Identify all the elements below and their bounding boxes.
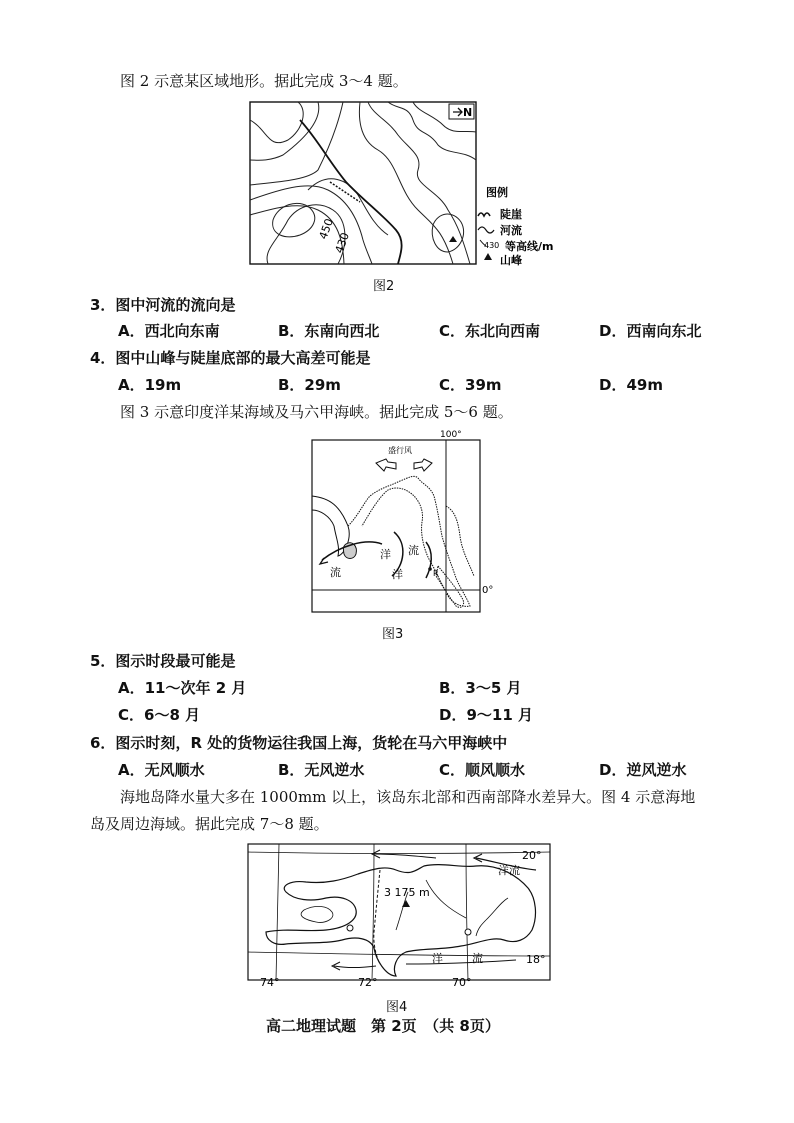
current-label-yang-1: 洋 <box>380 548 391 561</box>
question-3-option-a[interactable]: A．西北向东南 <box>118 322 220 340</box>
question-6-option-b[interactable]: B．无风逆水 <box>278 761 365 779</box>
lat-18-label: 18° <box>526 953 546 966</box>
question-6-stem: 6．图示时刻，R 处的货物运往我国上海，货轮在马六甲海峡中 <box>90 734 508 752</box>
question-4-option-c[interactable]: C．39m <box>439 376 502 394</box>
question-6-option-c[interactable]: C．顺风顺水 <box>439 761 526 779</box>
question-3-stem: 3．图中河流的流向是 <box>90 296 236 314</box>
question-5-option-b[interactable]: B．3～5 月 <box>439 679 522 697</box>
point-r-marker <box>428 567 432 571</box>
legend-contour-value: 430 <box>484 241 500 250</box>
lat-20-label: 20° <box>522 849 542 862</box>
question-5-option-c[interactable]: C．6～8 月 <box>118 706 201 724</box>
question-4-option-a[interactable]: A．19m <box>118 376 182 394</box>
peak-icon <box>449 236 457 242</box>
figure-3-indian-ocean-map <box>310 426 500 614</box>
legend-peak: 山峰 <box>500 254 522 267</box>
question-4-option-b[interactable]: B．29m <box>278 376 341 394</box>
latitude-0-label: 0° <box>482 585 494 596</box>
question-3-option-c[interactable]: C．东北向西南 <box>439 322 541 340</box>
peak-legend-icon <box>484 253 492 260</box>
figure-4-hispaniola-map <box>246 840 556 988</box>
lon-70-label: 70° <box>452 976 472 989</box>
intro-fig3: 图 3 示意印度洋某海域及马六甲海峡。据此完成 5～6 题。 <box>120 403 513 421</box>
current-label-south-liu: 流 <box>472 952 483 965</box>
lon-74-label: 74° <box>260 976 280 989</box>
north-label: N <box>463 106 473 119</box>
current-label-south-yang: 洋 <box>432 952 443 965</box>
current-label-liu-2: 流 <box>408 544 419 557</box>
intro-fig4-line-2: 岛及周边海域。据此完成 7～8 题。 <box>90 815 329 833</box>
legend-cliff: 陡崖 <box>500 208 522 221</box>
contour-430-label: 430 <box>332 230 353 256</box>
wind-arrow-icon <box>376 459 396 471</box>
longitude-100-label: 100° <box>440 430 462 440</box>
lon-72-label: 72° <box>358 976 378 989</box>
question-3-option-b[interactable]: B．东南向西北 <box>278 322 380 340</box>
question-5-option-d[interactable]: D．9～11 月 <box>439 706 533 724</box>
peak-elevation-label: 3 175 m <box>384 886 430 899</box>
figure-3-caption: 图3 <box>382 627 404 642</box>
intro-fig4-line-1: 海地岛降水量大多在 1000mm 以上，该岛东北部和西南部降水差异大。图 4 示意海地 <box>120 788 696 806</box>
intro-fig2: 图 2 示意某区域地形。据此完成 3～4 题。 <box>120 72 408 90</box>
question-6-option-d[interactable]: D．逆风逆水 <box>599 761 687 779</box>
point-r-label: R <box>433 569 439 578</box>
peak-icon <box>402 900 410 907</box>
question-4-option-d[interactable]: D．49m <box>599 376 663 394</box>
question-4-stem: 4．图中山峰与陡崖底部的最大高差可能是 <box>90 349 371 367</box>
contour-450-label: 450 <box>316 216 337 242</box>
question-5-stem: 5．图示时段最可能是 <box>90 652 236 670</box>
wind-arrow-icon <box>414 459 432 471</box>
city-icon <box>465 929 471 935</box>
figure-2-caption: 图2 <box>373 279 395 294</box>
current-label-yang-2: 洋 <box>392 568 403 581</box>
city-icon <box>347 925 353 931</box>
figure-2-topographic-map <box>248 100 554 268</box>
prevailing-wind-label: 盛行风 <box>388 446 412 455</box>
river-legend-icon <box>478 227 494 233</box>
current-label-northeast: 洋流 <box>498 864 520 877</box>
legend-river: 河流 <box>500 224 522 237</box>
legend-contour: 等高线/m <box>505 240 554 253</box>
question-3-option-d[interactable]: D．西南向东北 <box>599 322 702 340</box>
cliff-legend-icon <box>478 213 490 216</box>
question-6-option-a[interactable]: A．无风顺水 <box>118 761 205 779</box>
question-5-option-a[interactable]: A．11～次年 2 月 <box>118 679 247 697</box>
legend-title: 图例 <box>486 186 508 199</box>
current-label-liu-1: 流 <box>330 566 341 579</box>
page-footer: 高二地理试题 第 2页 （共 8页） <box>266 1017 500 1035</box>
figure-4-caption: 图4 <box>386 1000 408 1015</box>
